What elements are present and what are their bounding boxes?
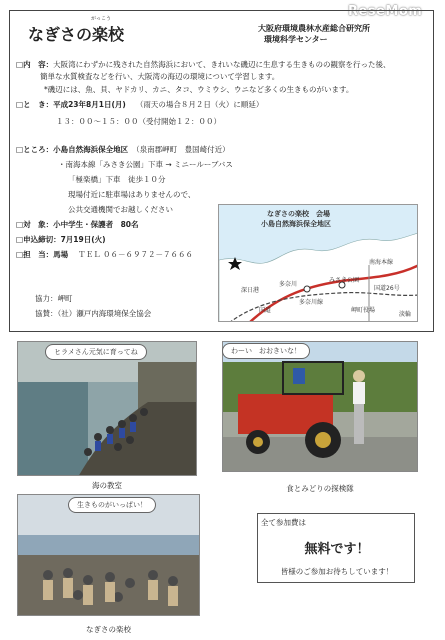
sponsor-value: （社）瀬戸内海環境保全協会	[57, 309, 152, 318]
page-title: なぎさの楽校	[28, 25, 125, 44]
cooperation	[35, 294, 73, 304]
parking-line2: 公共交通機関でお越しください	[68, 205, 173, 214]
map-label-nankai: 南海本線	[369, 259, 394, 266]
speech-bubble-flounder: ヒラメさん元気に育ってね	[45, 344, 147, 360]
contact-tel: ＴＥＬ ０６－６９７２－７６６６	[78, 250, 193, 259]
contact-person: 馬場	[53, 250, 69, 259]
map-label-tanagawa-line: 多奈川線	[299, 299, 324, 306]
deadline-label: □申込締切：	[16, 235, 61, 244]
caption-nagisa-school: なぎさの楽校	[86, 625, 131, 634]
map-label-misaki-park: みさき公園	[329, 277, 360, 284]
content-note: *磯辺には、魚、貝、ヤドカリ、カニ、タコ、ウミウシ、ウニなど多くの生きものがいます。	[44, 85, 354, 94]
deadline-value: 7月19日(火)	[60, 235, 106, 244]
site-watermark: ReseMom	[348, 4, 423, 19]
map-label-tanagawa: 多奈川	[279, 281, 298, 288]
contact-label: □担 当：	[16, 250, 54, 259]
deadline-section	[16, 235, 106, 245]
organizer-line1: 大阪府環境農林水産総合研究所	[258, 24, 370, 33]
place-label: □ところ：	[16, 145, 54, 154]
event-date: 平成23年8月1日(月)	[53, 100, 126, 109]
map-label-tannowa: 淡輪	[399, 311, 412, 318]
map-label-townhall: 岬町役場	[351, 307, 376, 314]
photo-nagisa-school-image	[18, 495, 200, 616]
organizer	[258, 23, 370, 45]
fee-intro: 全て参加費は	[261, 518, 306, 527]
target-label: □対 象：	[16, 220, 54, 229]
access-map	[218, 204, 418, 322]
contact-section	[16, 250, 193, 260]
datetime-section	[16, 100, 263, 110]
photo-tractor	[222, 341, 418, 472]
parking-line1: 現場付近に駐車場はありませんので、	[68, 190, 196, 199]
place-section	[16, 145, 230, 155]
rain-date: （雨天の場合８月２日（火）に順延）	[135, 100, 264, 109]
sponsorship	[35, 309, 151, 319]
event-time: １３：００～１５：００（受付開始１２：００）	[56, 117, 221, 126]
caption-tractor: 食とみどりの探検隊	[286, 484, 354, 493]
place-name: 小島自然海浜保全地区	[53, 145, 129, 154]
datetime-label: □と き：	[16, 100, 54, 109]
photo-sea-classroom-image	[18, 342, 197, 476]
content-line1: 大阪湾にわずかに残された自然海浜において、きれいな磯辺に生息する生きものの観察を行った後、	[53, 60, 391, 69]
target-value: 小中学生・保護者 80名	[53, 220, 139, 229]
title-ruby: がっこう	[91, 16, 112, 22]
content-label: □内 容：	[16, 60, 54, 69]
organizer-line2: 環境科学センター	[264, 35, 328, 44]
map-title: なぎさの楽校 会場	[267, 210, 330, 218]
caption-sea-classroom: 海の教室	[92, 481, 122, 490]
fee-box	[257, 513, 415, 583]
sponsor-label: 協賛：	[35, 309, 58, 318]
map-subtitle: 小島自然海浜保全地区	[261, 220, 331, 228]
content-section	[16, 60, 390, 70]
speech-bubble-wow: わーい おおきいな！	[222, 343, 310, 359]
content-line2: 簡単な水質検査などを行い、大阪湾の海辺の環境について学習します。	[40, 72, 280, 81]
map-label-route26: 国道26号	[374, 285, 400, 292]
fee-welcome: 皆様のご参加お待ちしています！	[280, 567, 394, 576]
map-label-fuke-port: 深日港	[241, 287, 260, 294]
target-section	[16, 220, 139, 230]
coop-label: 協力：	[35, 294, 58, 303]
photo-tractor-image	[223, 342, 418, 472]
place-address: （泉南郡岬町 豊国崎付近）	[132, 145, 230, 154]
map-label-road: 国道	[259, 307, 272, 314]
access-line2: 「極楽橋」下車 徒歩１０分	[68, 175, 166, 184]
photo-sea-classroom	[17, 341, 197, 476]
fee-free: 無料です！	[304, 542, 370, 557]
coop-value: 岬町	[57, 294, 73, 303]
access-line1: ・南海本線「みさき公園」下車 → ミニールーブバス	[58, 160, 233, 169]
speech-bubble-creatures: 生きものがいっぱい！	[68, 497, 156, 513]
